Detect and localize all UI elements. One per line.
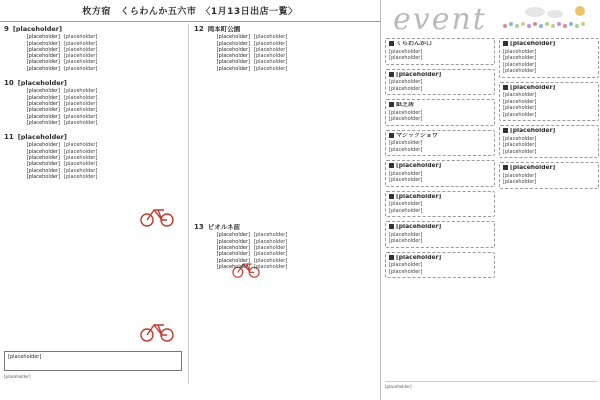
shop-name: [placeholder] [26, 46, 60, 53]
square-bullet-icon [389, 224, 394, 229]
square-bullet-icon [503, 41, 508, 46]
shop-description: [placeholder] [254, 65, 288, 72]
shop-name: [placeholder] [216, 251, 250, 258]
event-detail: [placeholder] [503, 148, 537, 155]
event-name: [placeholder] [396, 193, 442, 200]
shop-name: [placeholder] [216, 46, 250, 53]
shop-list [2, 88, 184, 126]
shop-list [192, 232, 378, 270]
shop-description: [placeholder] [254, 40, 288, 47]
event-block [385, 191, 495, 218]
square-bullet-icon [389, 102, 394, 107]
shop-name: [placeholder] [26, 100, 60, 107]
footnote: [placeholder] [4, 374, 31, 379]
section-heading [4, 134, 184, 140]
column-2 [192, 24, 378, 270]
square-bullet-icon [389, 41, 394, 46]
event-title-row [503, 165, 595, 172]
event-name: [placeholder] [510, 84, 556, 91]
event-banner [385, 2, 597, 36]
event-detail: [placeholder] [503, 61, 537, 68]
event-block [385, 69, 495, 96]
event-detail: [placeholder] [389, 177, 423, 183]
shop-description: [placeholder] [64, 119, 98, 126]
section-number: 10 [4, 80, 14, 87]
event-detail: [placeholder] [503, 111, 537, 118]
shop-description: [placeholder] [64, 34, 98, 41]
shop-description: [placeholder] [254, 257, 288, 264]
event-detail: [placeholder] [389, 55, 423, 61]
event-name: [placeholder] [510, 41, 556, 47]
shop-list [2, 142, 184, 180]
shop-description: [placeholder] [64, 142, 98, 149]
shop-name: [placeholder] [26, 167, 60, 174]
square-bullet-icon [389, 133, 394, 138]
shop-name: [placeholder] [26, 113, 60, 120]
shop-description: [placeholder] [64, 100, 98, 107]
event-name: [placeholder] [396, 224, 442, 230]
event-detail: [placeholder] [503, 172, 537, 179]
section-location: [placeholder] [17, 134, 67, 141]
shop-name: [placeholder] [26, 173, 60, 180]
shop-name: [placeholder] [26, 155, 60, 162]
event-detail: [placeholder] [389, 85, 423, 92]
event-detail: [placeholder] [503, 55, 537, 61]
shop-description: [placeholder] [254, 263, 288, 270]
section-number: 13 [194, 224, 204, 231]
shop-description: [placeholder] [254, 251, 288, 258]
event-detail: [placeholder] [503, 142, 537, 148]
event-block [499, 82, 599, 122]
shop-description: [placeholder] [64, 88, 98, 95]
square-bullet-icon [503, 85, 508, 90]
shop-description: [placeholder] [254, 59, 288, 66]
square-bullet-icon [389, 194, 394, 199]
square-bullet-icon [389, 163, 394, 168]
shop-description: [placeholder] [254, 232, 288, 239]
square-bullet-icon [389, 255, 394, 260]
shop-name: [placeholder] [216, 34, 250, 41]
event-block [385, 221, 495, 248]
event-title-row [389, 194, 491, 201]
event-block [499, 38, 599, 78]
event-column-2 [499, 38, 599, 193]
square-bullet-icon [503, 128, 508, 133]
shop-entry [192, 66, 378, 72]
shop-description: [placeholder] [64, 161, 98, 168]
shop-description: [placeholder] [64, 40, 98, 47]
event-detail: [placeholder] [389, 109, 423, 116]
event-name: [placeholder] [396, 71, 442, 78]
event-detail: [placeholder] [389, 231, 423, 238]
section-number: 11 [4, 134, 14, 141]
section-heading [4, 80, 184, 86]
event-detail: [placeholder] [389, 170, 423, 177]
shop-description: [placeholder] [254, 34, 288, 41]
section-location: [placeholder] [12, 26, 62, 33]
shop-entry [2, 66, 184, 72]
section-location: [placeholder] [17, 80, 67, 87]
section-number: 12 [194, 26, 204, 33]
event-name: [placeholder] [396, 163, 442, 169]
section-location: 岡本町公園 [207, 26, 241, 33]
shop-entry [2, 120, 184, 126]
shop-name: [placeholder] [26, 53, 60, 60]
event-title-row [389, 72, 491, 79]
shop-description: [placeholder] [254, 53, 288, 60]
shop-description: [placeholder] [254, 46, 288, 53]
shop-description: [placeholder] [64, 107, 98, 114]
shop-list [2, 34, 184, 72]
event-name: マジックショウ [396, 132, 438, 139]
shop-description: [placeholder] [64, 155, 98, 162]
event-page [380, 0, 600, 400]
shop-name: [placeholder] [216, 65, 250, 72]
event-block [499, 125, 599, 158]
event-detail: [placeholder] [389, 201, 423, 207]
shop-name: [placeholder] [26, 40, 60, 47]
shop-description: [placeholder] [64, 94, 98, 101]
bicycle-icon [140, 320, 174, 342]
event-title-row [389, 41, 491, 48]
event-title-row [389, 224, 491, 231]
notice-text: [placeholder] [8, 354, 42, 360]
shop-entry [192, 264, 378, 270]
event-title-row [503, 128, 595, 135]
event-detail: [placeholder] [389, 262, 423, 268]
shop-name: [placeholder] [216, 53, 250, 60]
shop-name: [placeholder] [26, 94, 60, 101]
event-title: event [393, 2, 487, 37]
event-title-row [389, 102, 491, 109]
shop-name: [placeholder] [216, 257, 250, 264]
event-name: [placeholder] [510, 165, 556, 171]
shop-name: [placeholder] [216, 244, 250, 251]
event-detail: [placeholder] [389, 207, 423, 214]
section-heading [194, 26, 378, 32]
event-detail: [placeholder] [389, 116, 423, 122]
shop-description: [placeholder] [64, 148, 98, 155]
event-block [499, 162, 599, 189]
event-title-row [503, 85, 595, 92]
event-detail: [placeholder] [503, 48, 537, 55]
event-title-row [389, 255, 491, 262]
shop-name: [placeholder] [216, 59, 250, 66]
page-title: 枚方宿 くらわんか五六市 〈1月13日出店一覧〉 [82, 7, 298, 17]
event-detail: [placeholder] [503, 92, 537, 98]
event-name: [placeholder] [510, 128, 556, 134]
shop-description: [placeholder] [64, 46, 98, 53]
shop-name: [placeholder] [26, 142, 60, 149]
shop-description: [placeholder] [64, 65, 98, 72]
event-detail: [placeholder] [503, 68, 537, 74]
shop-name: [placeholder] [216, 238, 250, 245]
shop-name: [placeholder] [26, 59, 60, 66]
event-detail: [placeholder] [389, 146, 423, 153]
bicycle-icon [140, 205, 174, 227]
event-name: [placeholder] [396, 254, 442, 261]
event-detail: [placeholder] [503, 135, 537, 142]
column-1 [2, 24, 184, 180]
shop-entry [2, 174, 184, 180]
notice-box [4, 351, 182, 371]
event-detail: [placeholder] [503, 179, 537, 185]
event-detail: [placeholder] [389, 48, 423, 55]
event-detail: [placeholder] [503, 98, 537, 105]
shop-name: [placeholder] [26, 148, 60, 155]
event-detail: [placeholder] [389, 268, 423, 275]
event-column-1 [385, 38, 495, 282]
square-bullet-icon [503, 165, 508, 170]
shop-description: [placeholder] [64, 59, 98, 66]
shop-name: [placeholder] [26, 107, 60, 114]
bottom-note: [placeholder] [385, 381, 597, 389]
page-header [0, 0, 380, 22]
event-detail: [placeholder] [389, 238, 423, 244]
event-detail: [placeholder] [389, 79, 423, 85]
event-name: くらわんか口 [396, 41, 433, 47]
shop-name: [placeholder] [216, 263, 250, 270]
column-divider [188, 24, 189, 384]
section-location: ビオルネ前 [207, 224, 241, 231]
event-block [385, 160, 495, 187]
shop-name: [placeholder] [26, 65, 60, 72]
section-heading [194, 224, 378, 230]
shop-name: [placeholder] [26, 161, 60, 168]
event-name: 紙芝居 [396, 102, 415, 108]
event-detail: [placeholder] [389, 140, 423, 146]
shop-name: [placeholder] [216, 232, 250, 239]
shop-description: [placeholder] [64, 53, 98, 60]
shop-description: [placeholder] [254, 238, 288, 245]
shop-description: [placeholder] [64, 113, 98, 120]
event-block [385, 252, 495, 279]
shop-description: [placeholder] [64, 167, 98, 174]
event-title-row [503, 41, 595, 48]
section-heading [4, 26, 184, 32]
square-bullet-icon [389, 72, 394, 77]
event-block [385, 38, 495, 65]
shop-name: [placeholder] [216, 40, 250, 47]
shop-description: [placeholder] [254, 244, 288, 251]
event-block [385, 130, 495, 157]
shop-name: [placeholder] [26, 88, 60, 95]
event-title-row [389, 133, 491, 140]
shop-name: [placeholder] [26, 34, 60, 41]
event-title-row [389, 163, 491, 170]
event-block [385, 99, 495, 126]
shop-list [192, 34, 378, 72]
event-detail: [placeholder] [503, 105, 537, 111]
shop-description: [placeholder] [64, 173, 98, 180]
shop-name: [placeholder] [26, 119, 60, 126]
section-number: 9 [4, 26, 9, 33]
